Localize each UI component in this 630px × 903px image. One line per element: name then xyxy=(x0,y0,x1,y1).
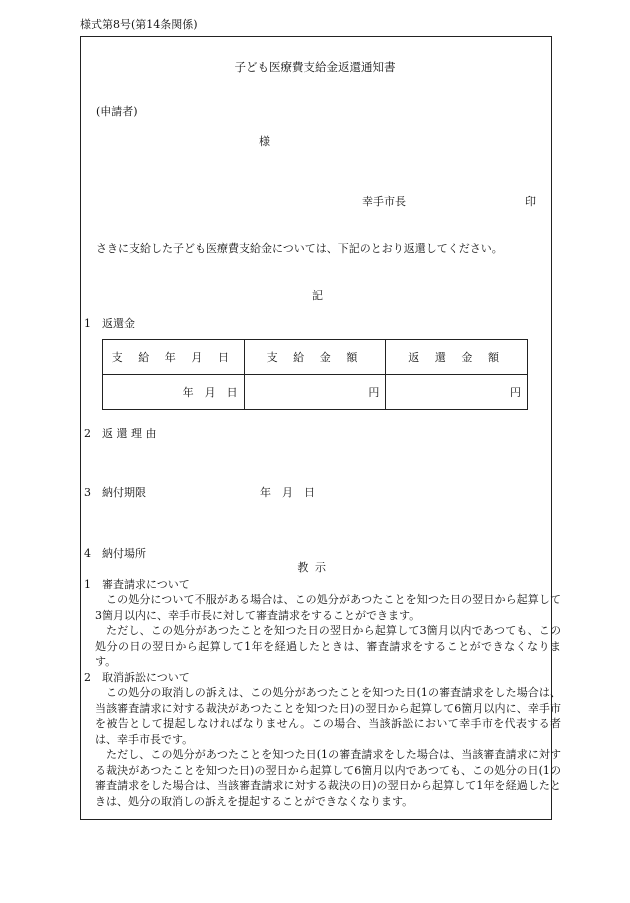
form-number: 様式第8号(第14条関係) xyxy=(80,18,198,31)
intro-text: さきに支給した子ども医療費支給金については、下記のとおり返還してください。 xyxy=(96,242,503,255)
notice-heading-2: 2 取消訴訟について xyxy=(84,671,190,684)
header-refund-amount: 返 還 金 額 xyxy=(386,340,528,375)
refund-table-header-row xyxy=(103,340,528,375)
section-2-label: 2 返 還 理 由 xyxy=(84,427,157,440)
refund-amount-cell: 円 xyxy=(386,375,528,410)
refund-table-value-row xyxy=(103,375,528,410)
payment-deadline-date: 年 月 日 xyxy=(260,486,315,499)
notice-heading-1: 1 審査請求について xyxy=(84,578,190,591)
section-3-label: 3 納付期限 xyxy=(84,486,146,499)
notice-title: 教示 xyxy=(297,561,333,574)
seal-mark: 印 xyxy=(525,195,536,208)
notice-paragraph-1: この処分について不服がある場合は、この処分があつたことを知つた日の翌日から起算して3箇月以内に、幸手市長に対して審査請求をすることができます。 xyxy=(95,593,561,622)
header-payment-amount: 支 給 金 額 xyxy=(244,340,386,375)
notice-paragraph-4: ただし、この処分があつたことを知つた日(1の審査請求をした場合は、当該審査請求に対する裁決があつたことを知つた日)の翌日から起算して6箇月以内であつても、この処分の日(1の審査請求をした場合は、当該審査請求に対する裁決の日)の翌日から起算して1年を経過したときは、処分の取消しの訴えを提起することができなくなります。 xyxy=(95,748,561,808)
header-payment-date: 支 給 年 月 日 xyxy=(103,340,245,375)
honorific-sama: 様 xyxy=(259,135,270,148)
document-title: 子ども医療費支給金返還通知書 xyxy=(234,60,396,74)
payment-amount-cell: 円 xyxy=(244,375,386,410)
section-1-label: 1 返還金 xyxy=(84,317,135,330)
notice-paragraph-3: この処分の取消しの訴えは、この処分があつたことを知つた日(1の審査請求をした場合は、当該審査請求に対する裁決があつたことを知つた日)の翌日から起算して6箇月以内に、幸手市を被告として提起しなければなりません。この場合、当該訴訟において幸手市を代表する者は、幸手市長です。 xyxy=(95,686,561,746)
ki-heading: 記 xyxy=(312,289,323,302)
issuer-mayor: 幸手市長 xyxy=(362,195,406,208)
payment-date-cell: 年 月 日 xyxy=(103,375,245,410)
refund-table xyxy=(102,339,528,410)
notice-paragraph-2: ただし、この処分があつたことを知つた日の翌日から起算して3箇月以内であつても、この処分の日の翌日から起算して1年を経過したときは、審査請求をすることができなくなります。 xyxy=(95,624,561,668)
section-4-label: 4 納付場所 xyxy=(84,547,146,560)
applicant-label: (申請者) xyxy=(96,105,138,118)
